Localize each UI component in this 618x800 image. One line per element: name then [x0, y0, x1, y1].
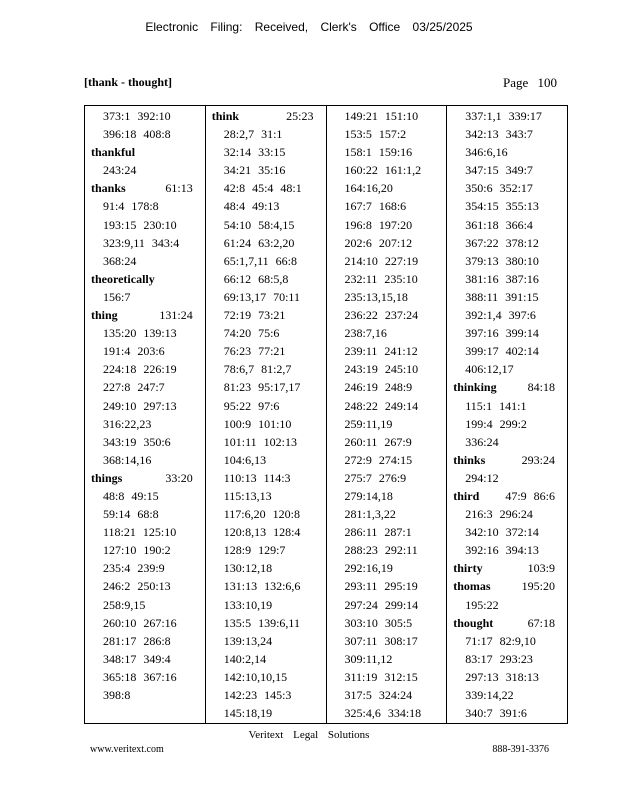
index-reference-line: 160:22 161:1,2: [344, 163, 422, 178]
index-term-word: thought: [453, 615, 494, 630]
index-reference-line: 379:13 380:10: [465, 253, 539, 268]
index-reference-line: 216:3 296:24: [465, 507, 533, 522]
index-reference-line: 196:8 197:20: [344, 217, 413, 232]
index-entry-term: [91, 306, 201, 324]
index-reference-line: 65:1,7,11 66:8: [223, 253, 297, 268]
index-reference-line: 343:19 350:6: [103, 434, 171, 449]
index-reference-line: 128:9 129:7: [223, 543, 286, 558]
index-reference-line: 348:17 349:4: [103, 651, 171, 666]
index-reference-line: 135:5 139:6,11: [223, 615, 300, 630]
index-entry-term: [453, 559, 563, 577]
index-term-reference: 33:20: [165, 470, 193, 485]
index-reference-line: 297:24 299:14: [344, 597, 419, 612]
index-reference-line: 156:7: [103, 289, 131, 304]
index-reference-line: 311:19 312:15: [344, 669, 418, 684]
index-reference-line: 78:6,7 81:2,7: [223, 362, 292, 377]
index-reference-line: 235:4 239:9: [103, 561, 165, 576]
index-reference-line: 246:19 248:9: [344, 380, 413, 395]
index-entry-term: [91, 143, 201, 161]
index-reference-line: 281:17 286:8: [103, 633, 171, 648]
index-reference-line: 361:18 366:4: [465, 217, 533, 232]
index-entry-term: [91, 270, 201, 288]
index-reference-line: 227:8 247:7: [103, 380, 165, 395]
index-reference-line: 342:10 372:14: [465, 525, 539, 540]
index-column-4: [447, 106, 567, 723]
index-reference-line: 74:20 75:6: [223, 326, 280, 341]
index-reference-line: 202:6 207:12: [344, 235, 413, 250]
index-reference-line: 365:18 367:16: [103, 669, 177, 684]
index-reference-line: 130:12,18: [223, 561, 273, 576]
index-reference-line: 350:6 352:17: [465, 181, 533, 196]
footer-phone: 888-391-3376: [492, 744, 549, 755]
index-reference-line: 337:1,1 339:17: [465, 109, 542, 123]
index-reference-line: 396:18 408:8: [103, 127, 171, 142]
index-reference-line: 66:12 68:5,8: [223, 271, 289, 286]
index-reference-line: 224:18 226:19: [103, 362, 177, 377]
index-reference-line: 32:14 33:15: [223, 145, 286, 160]
index-reference-line: 193:15 230:10: [103, 217, 177, 232]
index-reference-line: 117:6,20 120:8: [223, 507, 300, 522]
index-reference-line: 258:9,15: [103, 597, 146, 612]
index-entry-term: [453, 614, 563, 632]
index-reference-line: 293:11 295:19: [344, 579, 418, 594]
index-reference-line: 199:4 299:2: [465, 416, 527, 431]
index-reference-line: 340:7 391:6: [465, 706, 527, 721]
index-reference-line: 164:16,20: [344, 181, 393, 196]
index-reference-line: 249:10 297:13: [103, 398, 177, 413]
index-reference-line: 323:9,11 343:4: [103, 235, 180, 250]
index-reference-line: 292:16,19: [344, 561, 393, 576]
index-reference-line: 336:24: [465, 434, 499, 449]
index-reference-line: 153:5 157:2: [344, 127, 407, 142]
index-term-word: theoretically: [91, 271, 155, 286]
index-reference-line: 91:4 178:8: [103, 199, 159, 214]
index-term-reference: 195:20: [521, 579, 555, 594]
index-reference-line: 325:4,6 334:18: [344, 706, 422, 721]
index-reference-line: 354:15 355:13: [465, 199, 539, 214]
word-index-table: [84, 105, 568, 724]
index-reference-line: 406:12,17: [465, 362, 514, 377]
index-reference-line: 167:7 168:6: [344, 199, 407, 214]
index-reference-line: 69:13,17 70:11: [223, 289, 300, 304]
index-reference-line: 127:10 190:2: [103, 543, 171, 558]
index-reference-line: 59:14 68:8: [103, 507, 159, 522]
index-reference-line: 115:13,13: [223, 488, 272, 503]
page-number-label: Page 100: [502, 75, 557, 90]
index-reference-line: 135:20 139:13: [103, 326, 177, 341]
index-reference-line: 139:13,24: [223, 633, 273, 648]
index-reference-line: 42:8 45:4 48:1: [223, 181, 302, 196]
index-reference-line: 398:8: [103, 688, 131, 702]
index-reference-line: 279:14,18: [344, 488, 393, 503]
index-term-word: thankful: [91, 145, 136, 160]
index-reference-line: 61:24 63:2,20: [223, 235, 295, 250]
index-reference-line: 131:13 132:6,6: [223, 579, 301, 594]
index-reference-line: 195:22: [465, 597, 499, 612]
footer-website: www.veritext.com: [90, 744, 164, 755]
index-reference-line: 149:21 151:10: [344, 109, 419, 123]
filing-stamp-header: Electronic Filing: Received, Clerk's Office 03/25/2025: [145, 20, 473, 34]
index-reference-line: 388:11 391:15: [465, 289, 539, 304]
index-reference-line: 72:19 73:21: [223, 308, 286, 323]
index-reference-line: 399:17 402:14: [465, 344, 539, 359]
index-reference-line: 246:2 250:13: [103, 579, 171, 594]
index-term-word: thinks: [453, 452, 486, 467]
index-reference-line: 342:13 343:7: [465, 127, 533, 142]
index-entry-term: [453, 577, 563, 595]
index-term-reference: 103:9: [527, 561, 555, 576]
index-reference-line: 71:17 82:9,10: [465, 633, 536, 648]
index-reference-line: 392:16 394:13: [465, 543, 539, 558]
index-reference-line: 101:11 102:13: [223, 434, 297, 449]
index-reference-line: 347:15 349:7: [465, 163, 533, 178]
index-column-2: [206, 106, 327, 723]
index-term-word: thirty: [453, 561, 483, 576]
index-entry-term: [212, 107, 322, 125]
index-term-word: thinking: [453, 380, 497, 395]
index-reference-line: 48:4 49:13: [223, 199, 280, 214]
index-reference-line: 248:22 249:14: [344, 398, 419, 413]
index-reference-line: 140:2,14: [223, 651, 267, 666]
index-reference-line: 81:23 95:17,17: [223, 380, 301, 395]
index-reference-line: 367:22 378:12: [465, 235, 539, 250]
index-reference-line: 83:17 293:23: [465, 651, 533, 666]
index-term-word: things: [91, 470, 123, 485]
index-reference-line: 259:11,19: [344, 416, 393, 431]
index-reference-line: 118:21 125:10: [103, 525, 177, 540]
index-reference-line: 288:23 292:11: [344, 543, 418, 558]
index-reference-line: 397:16 399:14: [465, 326, 539, 341]
index-reference-line: 381:16 387:16: [465, 271, 539, 286]
index-reference-line: 236:22 237:24: [344, 308, 419, 323]
index-reference-line: 145:18,19: [223, 706, 273, 721]
index-reference-line: 297:13 318:13: [465, 669, 539, 684]
index-reference-line: 260:11 267:9: [344, 434, 412, 449]
index-term-reference: 131:24: [159, 308, 193, 323]
index-entry-term: [453, 378, 563, 396]
index-reference-line: 142:23 145:3: [223, 688, 292, 702]
footer-company: Veritext Legal Solutions: [248, 729, 370, 741]
index-reference-line: 133:10,19: [223, 597, 273, 612]
index-entry-term: [453, 451, 563, 469]
index-entry-term: [453, 487, 563, 505]
index-reference-line: 309:11,12: [344, 651, 393, 666]
index-entry-term: [91, 469, 201, 487]
index-reference-line: 235:13,15,18: [344, 289, 408, 304]
index-term-reference: 61:13: [165, 181, 193, 196]
index-reference-line: 316:22,23: [103, 416, 152, 431]
index-reference-line: 368:24: [103, 253, 137, 268]
index-reference-line: 100:9 101:10: [223, 416, 292, 431]
index-term-reference: 293:24: [521, 452, 555, 467]
index-reference-line: 28:2,7 31:1: [223, 127, 283, 142]
index-reference-line: 272:9 274:15: [344, 452, 413, 467]
index-reference-line: 303:10 305:5: [344, 615, 413, 630]
index-reference-line: 214:10 227:19: [344, 253, 419, 268]
index-term-word: think: [211, 109, 240, 123]
index-reference-line: 243:24: [103, 163, 137, 178]
index-reference-line: 95:22 97:6: [223, 398, 280, 413]
index-reference-line: 286:11 287:1: [344, 525, 412, 540]
index-reference-line: 294:12: [465, 470, 499, 485]
index-term-reference: 25:23: [286, 109, 314, 123]
index-reference-line: 120:8,13 128:4: [223, 525, 301, 540]
index-reference-line: 48:8 49:15: [103, 488, 159, 503]
index-reference-line: 238:7,16: [344, 326, 387, 341]
index-reference-line: 232:11 235:10: [344, 271, 418, 286]
index-reference-line: 110:13 114:3: [223, 470, 291, 485]
index-reference-line: 346:6,16: [465, 145, 508, 160]
index-term-word: thomas: [453, 579, 491, 594]
index-reference-line: 368:14,16: [103, 452, 152, 467]
index-reference-line: 142:10,10,15: [223, 669, 288, 684]
index-reference-line: 115:1 141:1: [465, 398, 527, 413]
index-reference-line: 34:21 35:16: [223, 163, 286, 178]
index-reference-line: 281:1,3,22: [344, 507, 396, 522]
index-entry-term: [91, 179, 201, 197]
index-term-word: thing: [91, 308, 118, 323]
index-term-reference: 67:18: [527, 615, 555, 630]
index-reference-line: 54:10 58:4,15: [223, 217, 295, 232]
index-reference-line: 392:1,4 397:6: [465, 308, 536, 323]
index-reference-line: 317:5 324:24: [344, 688, 413, 702]
index-reference-line: 339:14,22: [465, 688, 514, 702]
index-reference-line: 104:6,13: [223, 452, 267, 467]
index-reference-line: 307:11 308:17: [344, 633, 418, 648]
index-reference-line: 76:23 77:21: [223, 344, 286, 359]
index-column-3: [327, 106, 448, 723]
index-reference-line: 243:19 245:10: [344, 362, 419, 377]
index-reference-line: 158:1 159:16: [344, 145, 413, 160]
index-term-reference: 84:18: [527, 380, 555, 395]
index-reference-line: 191:4 203:6: [103, 344, 165, 359]
index-reference-line: 239:11 241:12: [344, 344, 418, 359]
index-reference-line: 373:1 392:10: [103, 109, 171, 123]
index-term-word: thanks: [91, 181, 126, 196]
index-term-word: third: [453, 488, 480, 503]
index-term-reference: 47:9 86:6: [505, 488, 555, 503]
index-range-label: [thank - thought]: [84, 75, 173, 89]
index-reference-line: 260:10 267:16: [103, 615, 177, 630]
index-reference-line: 275:7 276:9: [344, 470, 407, 485]
index-column-1: [85, 106, 206, 723]
